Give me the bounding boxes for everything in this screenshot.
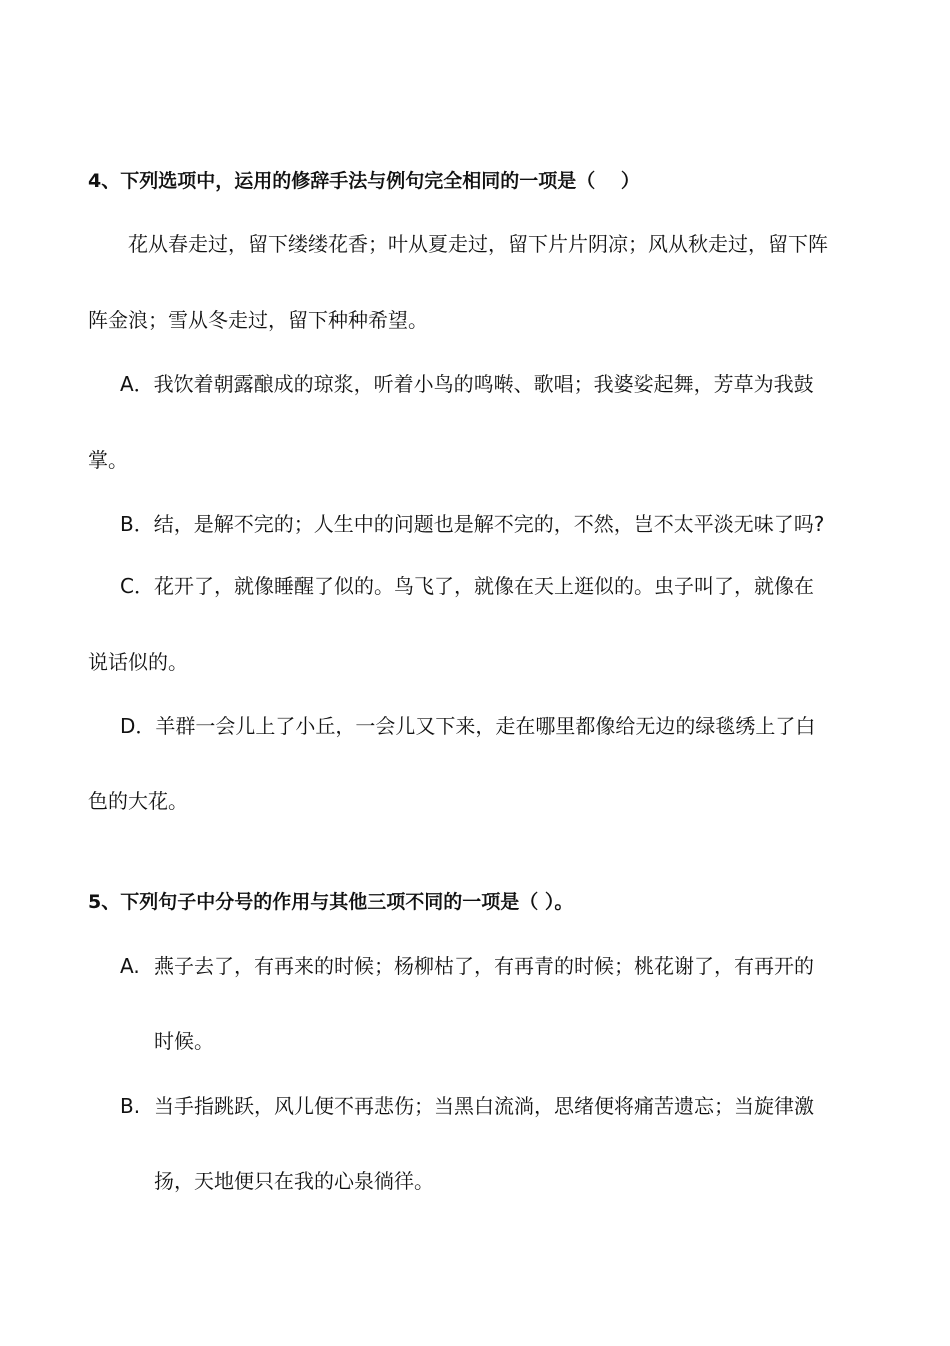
q5-option-a-label: A. [120,954,140,978]
q5-option-b-label: B. [120,1094,141,1118]
q4-option-d-line-2: 色的大花。 [88,789,188,813]
q5-option-a-line-1: 燕子去了，有再来的时候；杨柳枯了，有再青的时候；桃花谢了，有再开的 [154,954,814,978]
q4-option-c-line-2: 说话似的。 [88,650,188,674]
q4-option-b-line-1: B．结，是解不完的；人生中的问题也是解不完的，不然，岂不太平淡无味了吗? [120,512,825,536]
q4-option-a-line-2: 掌。 [88,448,128,472]
q5-option-a-line-2: 时候。 [154,1029,214,1053]
q4-example-line-1: 花从春走过，留下缕缕花香；叶从夏走过，留下片片阴凉；风从秋走过，留下阵 [128,232,828,256]
question-5-title: 5、下列句子中分号的作用与其他三项不同的一项是（ ）。 [88,891,574,913]
q4-example-line-2: 阵金浪；雪从冬走过，留下种种希望。 [88,308,428,332]
q4-option-d-line-1: D．羊群一会儿上了小丘，一会儿又下来，走在哪里都像给无边的绿毯绣上了白 [120,714,816,738]
q5-option-b-line-2: 扬，天地便只在我的心泉徜徉。 [154,1169,434,1193]
q4-option-a-line-1: A．我饮着朝露酿成的琼浆，听着小鸟的鸣啭、歌唱；我婆娑起舞，芳草为我鼓 [120,372,814,396]
q4-option-c-line-1: C．花开了，就像睡醒了似的。鸟飞了，就像在天上逛似的。虫子叫了，就像在 [120,574,814,598]
question-4-title: 4、下列选项中，运用的修辞手法与例句完全相同的一项是（ ） [88,170,640,192]
q5-option-b-line-1: 当手指跳跃，风儿便不再悲伤；当黑白流淌，思绪便将痛苦遗忘；当旋律激 [154,1094,814,1118]
